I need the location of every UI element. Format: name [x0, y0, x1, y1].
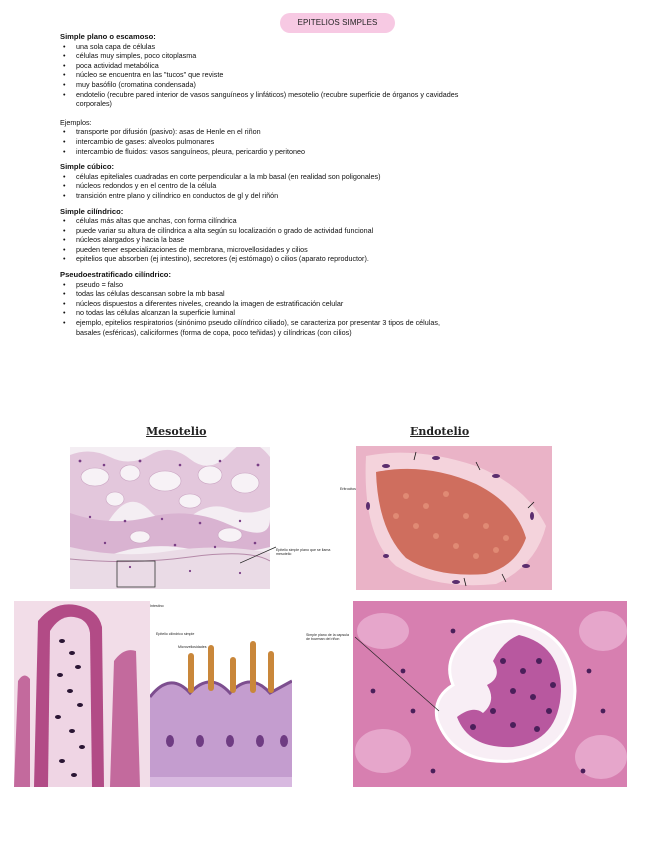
list-item: • núcleos alargados y hacia la base [60, 235, 620, 245]
microvellosidades-label: Microvellosidades [178, 645, 207, 649]
epitelio-cilindrico-label: Epitelio cilíndrico simple [156, 632, 195, 636]
list-item: • núcleos dispuestos a diferentes niveles, creando la imagen de estratificación celular [60, 299, 620, 309]
list-item: • muy basófilo (cromatina condensada) [60, 80, 620, 90]
list-item: • intercambio de gases: alveolos pulmonares [60, 137, 620, 147]
list-item: • ejemplo, epitelios respiratorios (sinónimo pseudo cilíndrico ciliado), se caracteriza por presentar 3 tipos de células, [60, 318, 620, 328]
endotelio-annotation: Eritrocitos [340, 487, 356, 491]
columnar-epithelium-diagram [150, 601, 292, 787]
intestino-label: Intestino [150, 604, 164, 608]
list-item: • células más altas que anchas, con forma cilíndrica [60, 216, 620, 226]
list-item: • epitelios que absorben (ej intestino), secretores (ej estómago) o cilios (aparato reproductor). [60, 254, 620, 264]
mesotelio-micrograph [70, 447, 270, 589]
mesotelio-annotation: Epitelio simple plano que se llama mesotelio [276, 548, 331, 557]
list-item: • intercambio de fluidos: vasos sanguíneos, pleura, pericardio y peritoneo [60, 147, 620, 157]
list-item: • puede variar su altura de cilíndrica a alta según su localización o grado de actividad funcional [60, 226, 620, 236]
list-item: • núcleos redondos y en el centro de la célula [60, 181, 620, 191]
list-item: • todas las células descansan sobre la mb basal [60, 289, 620, 299]
list-ejemplos [60, 127, 620, 156]
list-item: • transporte por difusión (pasivo): asas de Henle en el riñon [60, 127, 620, 137]
section-heading-plano: Simple plano o escamoso: [60, 32, 156, 41]
list-cilindrico [60, 216, 620, 264]
mesotelio-pointer-line [240, 545, 280, 565]
page-title: EPITELIOS SIMPLES [280, 13, 395, 33]
list-item-continuation: basales (esféricas), caliciformes (forma de copa, poco teñidas) y cilíndricas (con cilios) [76, 327, 352, 337]
endotelio-micrograph [356, 446, 552, 590]
section-heading-ejemplos: Ejemplos: [60, 117, 92, 127]
notes-body [60, 32, 620, 337]
list-item: • pseudo = falso [60, 280, 620, 290]
list-item: • una sola capa de células [60, 42, 620, 52]
section-heading-pseudo: Pseudoestratificado cilíndrico: [60, 270, 171, 280]
mesotelio-title: Mesotelio [146, 425, 207, 438]
rinon-annotation: Simple plano de la capsula de bowman del riñon [306, 633, 349, 642]
section-heading-cubico: Simple cúbico: [60, 162, 115, 172]
intestine-villus-micrograph [14, 601, 150, 787]
list-item: • núcleo se encuentra en las "tucos" que reviste [60, 70, 620, 80]
list-item: • no todas las células alcanzan la superficie luminal [60, 308, 620, 318]
kidney-glomerulus-micrograph [353, 601, 627, 787]
list-cubico [60, 172, 620, 201]
list-item: • pueden tener especializaciones de membrana, microvellosidades y cilios [60, 245, 620, 255]
section-heading-cilindrico: Simple cilíndrico: [60, 206, 124, 216]
list-pseudo [60, 280, 620, 338]
list-plano [60, 42, 620, 109]
list-item-continuation: corporales) [76, 99, 112, 109]
list-item: • poca actividad metabólica [60, 61, 620, 71]
list-item: • endotelio (recubre pared interior de vasos sanguíneos y linfáticos) mesotelio (recubre superficie de órganos y cavidades [60, 90, 620, 100]
list-item: • células epiteliales cuadradas en corte perpendicular a la mb basal (en realidad son poligonales) [60, 172, 620, 182]
list-item: • transición entre plano y cilíndrico en conductos de gl y del riñón [60, 191, 620, 201]
list-item: • células muy simples, poco citoplasma [60, 51, 620, 61]
endotelio-title: Endotelio [410, 425, 470, 438]
